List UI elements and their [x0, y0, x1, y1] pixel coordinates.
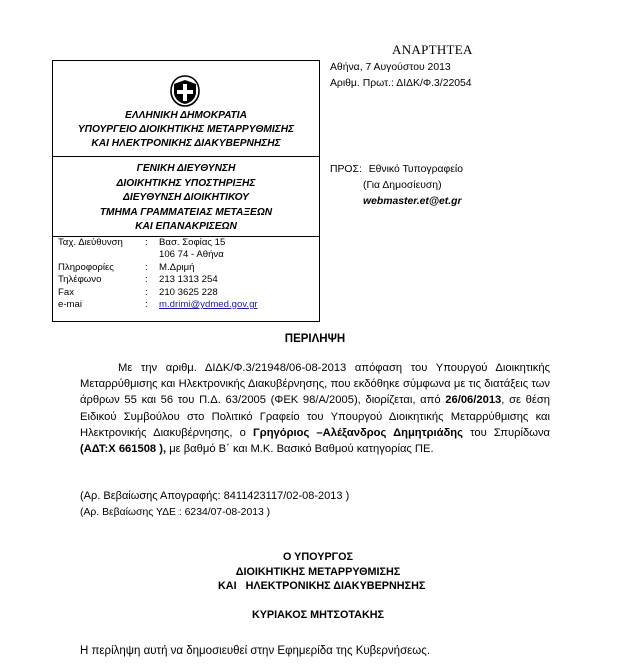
minister-name: ΚΥΡΙΑΚΟΣ ΜΗΤΣΟΤΑΚΗΣ	[251, 608, 385, 621]
summary-title: ΠΕΡΙΛΗΨΗ	[284, 333, 346, 345]
footer-note: Η περίληψη αυτή να δημοσιευθεί στην Εφημερίδα της Κυβερνήσεως.	[80, 645, 431, 657]
department-line: ΔΙΕΥΘΥΝΣΗ ΔΙΟΙΚΗΤΙΚΟΥ	[123, 192, 249, 203]
publish-note: (Για Δημοσίευση)	[363, 180, 442, 191]
phone-value: 213 1313 254	[159, 274, 218, 286]
ministry-line: ΚΑΙ ΗΛΕΚΤΡΟΝΙΚΗΣ ΔΙΑΚΥΒΕΡΝΗΣΗΣ	[91, 138, 281, 149]
signature-block	[218, 550, 426, 622]
info-value: Μ.Δριμή	[159, 261, 195, 273]
divider	[53, 156, 319, 157]
minister-line: ΔΙΟΙΚΗΤΙΚΗΣ ΜΕΤΑΡΡΥΘΜΙΣΗΣ	[235, 565, 401, 578]
department-line: ΤΜΗΜΑ ΓΡΑΜΜΑΤΕΙΑΣ ΜΕΤΑΞΕΩΝ	[99, 206, 273, 218]
department-line: ΔΙΟΙΚΗΤΙΚΗΣ ΥΠΟΣΤΗΡΙΞΗΣ	[116, 177, 256, 189]
minister-title: Ο ΥΠΟΥΡΓΟΣ	[282, 551, 354, 563]
ministry-line: ΥΠΟΥΡΓΕΙΟ ΔΙΟΙΚΗΤΙΚΗΣ ΜΕΤΑΡΡΥΘΜΙΣΗΣ	[77, 124, 295, 135]
department-line: ΚΑΙ ΕΠΑΝΑΚΡΙΣΕΩΝ	[135, 221, 237, 232]
ministry-line: ΕΛΛΗΝΙΚΗ ΔΗΜΟΚΡΑΤΙΑ	[125, 110, 247, 121]
appointee-name: Γρηγόριος –Αλέξανδρος Δημητριάδης	[253, 426, 463, 439]
appointment-date: 26/06/2013	[445, 394, 502, 407]
address-value: 106 74 - Αθήνα	[159, 249, 224, 261]
to-label: ΠΡΟΣ:	[330, 164, 362, 175]
protocol-number: Αριθμ. Πρωτ.: ΔΙΔΚ/Φ.3/22054	[330, 78, 472, 89]
letterhead-box	[52, 60, 320, 322]
summary-paragraph: Με την αριθμ. ΔΙΔΚ/Φ.3/21948/06-08-2013 απόφαση του Υπουργού Διοικητικής Μεταρρύθμισης και Ηλεκτρονικής Διακυβέρνησης, που εκδόθηκε σύμφωνα με τις διατάξεις των άρθρων 55 και 56 του Π.Δ. 63/2005 (ΦΕΚ 98/Α/2005), διορίζεται, από 26/06/2013, σε θέση Ειδικού Συμβούλου στο Πολιτικό Γραφείο του Υπουργού Διοικητικής Μεταρρύθμισης και Ηλεκτρονικής Διακυβέρνησης, ο Γρηγόριος –Αλέξανδρος Δημητριάδης του Σπυρίδωνα (ΑΔΤ:Χ 661508 ), με βαθμό Β΄ και Μ.Κ. Βασικό Βαθμού κατηγορίας ΠΕ.	[80, 362, 551, 456]
fax-label: Fax	[58, 286, 74, 298]
document-date: Αθήνα, 7 Αυγούστου 2013	[330, 62, 451, 73]
address-label: Ταχ. Διεύθυνση	[58, 237, 123, 248]
email-link[interactable]: m.drimi@ydmed.gov.gr	[159, 298, 258, 310]
email-label: e-mai	[58, 298, 82, 310]
minister-line: ΚΑΙ ΗΛΕΚΤΡΟΝΙΚΗΣ ΔΙΑΚΥΒΕΡΝΗΣΗΣ	[218, 580, 426, 592]
info-label: Πληροφορίες	[58, 261, 114, 273]
inventory-certificate: (Αρ. Βεβαίωσης Απογραφής: 8411423117/02-08-2013 )	[80, 490, 350, 502]
recipient-email[interactable]: webmaster.et@et.gr	[363, 196, 462, 207]
department-line: ΓΕΝΙΚΗ ΔΙΕΥΘΥΝΣΗ	[136, 163, 236, 174]
publish-stamp: ΑΝΑΡΤΗΤΕΑ	[392, 42, 473, 57]
recipient-line	[330, 162, 463, 178]
to-value: Εθνικό Τυπογραφείο	[368, 164, 463, 175]
phone-label: Τηλέφωνο	[58, 274, 102, 286]
id-number: (ΑΔΤ:Χ 661508 ),	[80, 443, 167, 456]
yde-certificate: (Αρ. Βεβαίωσης ΥΔΕ : 6234/07-08-2013 )	[80, 507, 271, 518]
fax-value: 210 3625 228	[159, 286, 218, 298]
address-value: Βασ. Σοφίας 15	[159, 237, 226, 248]
greek-emblem-icon	[169, 75, 201, 107]
contact-details: Ταχ. Διεύθυνση : Βασ. Σοφίας 15 106 74 - Αθήνα Πληροφορίες : Μ.Δριμή Τηλέφωνο : 213 1313 254 Fax : 210 3625 228 e-mai : m.drimi@ydmed.gov.gr	[58, 237, 258, 310]
